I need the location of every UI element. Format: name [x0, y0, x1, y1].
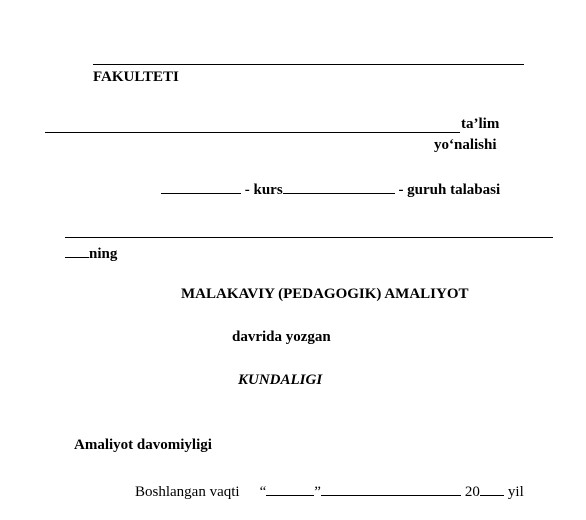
student-name-line[interactable] — [65, 237, 553, 238]
start-label: Boshlangan vaqti — [135, 484, 240, 500]
year-prefix: 20 — [464, 484, 480, 500]
course-number-blank[interactable] — [161, 179, 241, 194]
duration-heading: Amaliyot davomiyligi — [74, 437, 212, 453]
course-label: - kurs — [241, 182, 283, 198]
student-suffix: ning — [89, 246, 118, 262]
course-group-row — [161, 179, 500, 199]
start-date-row — [135, 481, 524, 501]
group-label: - guruh talabasi — [394, 182, 501, 198]
year-suffix: yil — [507, 484, 524, 500]
open-quote: “ — [259, 484, 267, 500]
start-month-blank[interactable] — [321, 481, 461, 496]
direction-label-line1: ta’lim — [461, 116, 500, 132]
start-year-blank[interactable] — [480, 481, 504, 496]
faculty-label: FAKULTETI — [93, 69, 179, 85]
faculty-name-line[interactable] — [93, 64, 524, 65]
document-title: KUNDALIGI — [238, 372, 323, 388]
close-quote: ” — [314, 484, 321, 500]
direction-name-line[interactable] — [45, 132, 460, 133]
start-day-blank[interactable] — [266, 481, 314, 496]
group-number-blank[interactable] — [283, 179, 395, 194]
practice-title: MALAKAVIY (PEDAGOGIK) AMALIYOT — [181, 286, 469, 302]
practice-subtitle: davrida yozgan — [232, 329, 331, 345]
student-name-suffix-blank[interactable] — [65, 243, 89, 258]
student-row — [65, 243, 117, 263]
direction-label-line2: yo‘nalishi — [434, 137, 497, 153]
